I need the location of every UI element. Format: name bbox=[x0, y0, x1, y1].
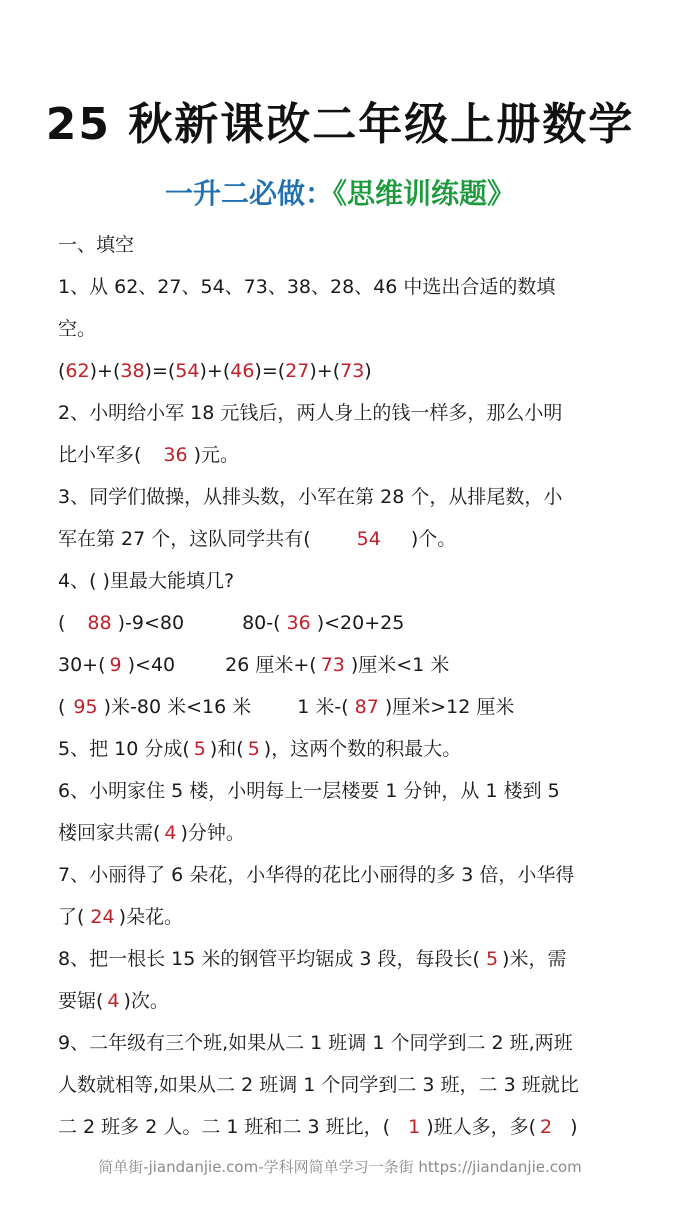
answer: 5 bbox=[247, 738, 260, 760]
answer: 2 bbox=[540, 1116, 553, 1138]
q8-line2: 要锯( 4 )次。 bbox=[58, 990, 169, 1012]
q1-line1: 1、从 62、27、54、73、38、28、46 中选出合适的数填 bbox=[58, 276, 556, 298]
answer: 24 bbox=[90, 906, 115, 928]
q8-line1: 8、把一根长 15 米的钢管平均锯成 3 段，每段长( 5 )米，需 bbox=[58, 948, 567, 970]
q3-line1: 3、同学们做操，从排头数，小军在第 28 个，从排尾数，小 bbox=[58, 486, 563, 508]
q6-line2: 楼回家共需( 4 )分钟。 bbox=[58, 822, 245, 844]
q7-line1: 7、小丽得了 6 朵花，小华得的花比小丽得的多 3 倍，小华得 bbox=[58, 864, 575, 886]
answer: 5 bbox=[193, 738, 206, 760]
answer: 5 bbox=[485, 948, 499, 970]
q7-line2: 了( 24 )朵花。 bbox=[58, 906, 184, 928]
answer: 36 bbox=[286, 612, 311, 634]
subtitle-part2: 《思维训练题》 bbox=[333, 177, 516, 210]
answer: 36 bbox=[163, 444, 188, 466]
q4-line4: ( 95 )米-80 米<16 米 1 米-( 87 )厘米>12 厘米 bbox=[58, 696, 515, 718]
answer: 54 bbox=[175, 360, 200, 382]
answer: 38 bbox=[120, 360, 145, 382]
answer: 46 bbox=[230, 360, 255, 382]
section-heading: 一、填空 bbox=[58, 234, 135, 256]
answer: 62 bbox=[65, 360, 90, 382]
q2-line2: 比小军多( 36 )元。 bbox=[58, 444, 240, 466]
footer-watermark: 简单街-jiandanjie.com-学科网简单学习一条街 https://jiandanjie.com bbox=[98, 1158, 582, 1176]
answer: 88 bbox=[87, 612, 112, 634]
q9-line1: 9、二年级有三个班,如果从二 1 班调 1 个同学到二 2 班,两班 bbox=[58, 1032, 573, 1054]
q4-line3: 30+( 9 )<40 26 厘米+( 73 )厘米<1 米 bbox=[58, 654, 450, 676]
q1-line2: 空。 bbox=[58, 318, 97, 340]
answer: 4 bbox=[164, 822, 177, 844]
answer: 27 bbox=[285, 360, 310, 382]
q9-line3: 二 2 班多 2 人。二 1 班和二 3 班比，( 1 )班人多，多( 2 ) bbox=[58, 1116, 578, 1138]
worksheet-content bbox=[58, 224, 638, 1148]
q2-line1: 2、小明给小军 18 元钱后，两人身上的钱一样多，那么小明 bbox=[58, 402, 563, 424]
subtitle-part1: 一升二必做： bbox=[164, 177, 333, 210]
q3-line2: 军在第 27 个，这队同学共有( 54 )个。 bbox=[58, 528, 457, 550]
q9-line2: 人数就相等,如果从二 2 班调 1 个同学到二 3 班，二 3 班就比 bbox=[58, 1074, 579, 1096]
q1-answer-line: (62)+(38)=(54)+(46)=(27)+(73) bbox=[58, 360, 372, 382]
answer: 73 bbox=[340, 360, 365, 382]
q6-line1: 6、小明家住 5 楼，小明每上一层楼要 1 分钟，从 1 楼到 5 bbox=[58, 780, 560, 802]
answer: 4 bbox=[107, 990, 120, 1012]
q5-line: 5、把 10 分成( 5 )和( 5 )，这两个数的积最大。 bbox=[58, 738, 462, 760]
page-subtitle bbox=[0, 172, 680, 212]
answer: 95 bbox=[73, 696, 98, 718]
answer: 1 bbox=[408, 1116, 421, 1138]
page-title: 25 秋新课改二年级上册数学 bbox=[45, 99, 635, 150]
answer: 87 bbox=[354, 696, 379, 718]
answer: 73 bbox=[320, 654, 345, 676]
answer: 54 bbox=[356, 528, 381, 550]
q4-line1: 4、( )里最大能填几? bbox=[58, 570, 235, 592]
q4-line2: ( 88 )-9<80 80-( 36 )<20+25 bbox=[58, 612, 405, 634]
answer: 9 bbox=[109, 654, 122, 676]
